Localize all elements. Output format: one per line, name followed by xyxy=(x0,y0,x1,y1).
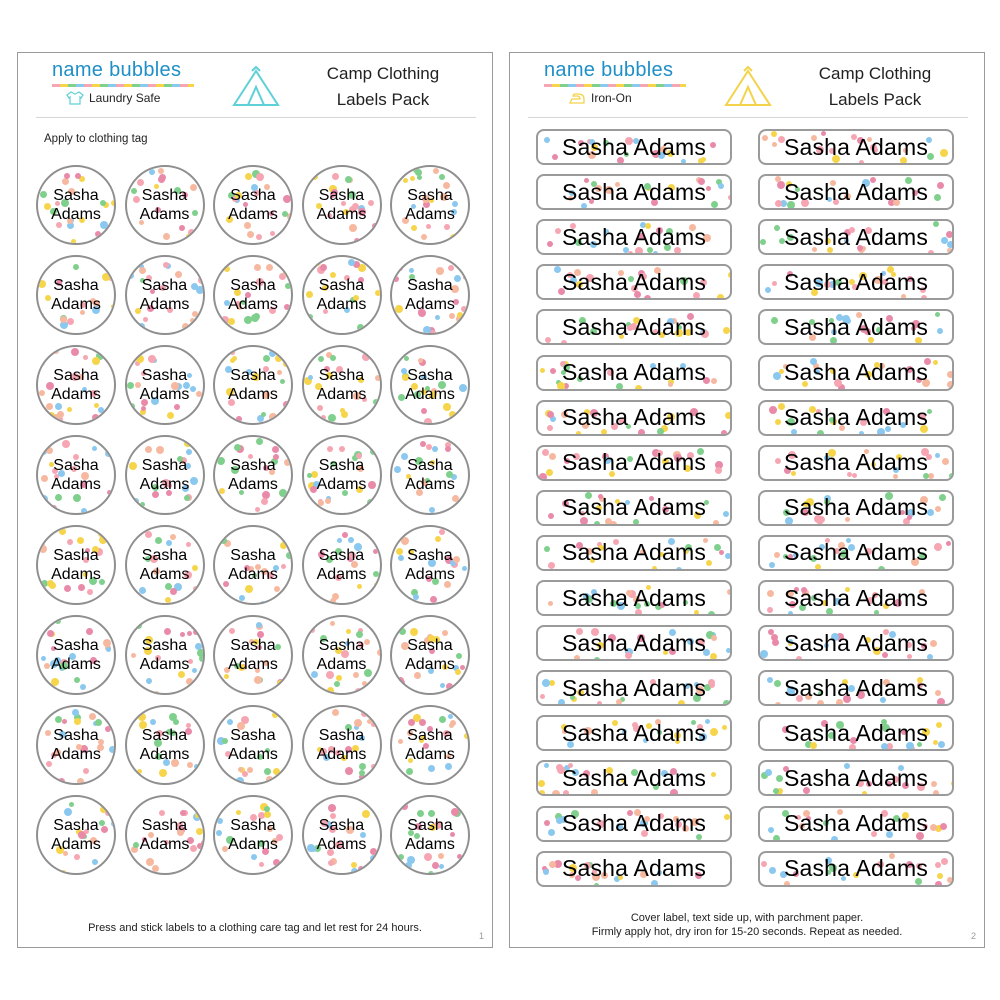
label-name-line: Sasha xyxy=(230,187,276,204)
circle-name-label xyxy=(213,705,293,785)
label-name-text: Sasha Adams xyxy=(783,855,929,882)
label-name-line: Sasha xyxy=(318,367,365,384)
label-name-text: Sasha Adams xyxy=(561,223,707,250)
label-name-text: Sasha Adams xyxy=(783,133,929,160)
label-name-text xyxy=(127,257,203,333)
label-name-text: Sasha Adams xyxy=(783,268,929,295)
circle-name-label xyxy=(390,345,470,425)
label-name-text xyxy=(392,437,468,513)
rect-name-label xyxy=(536,851,732,887)
title-line-1: Camp Clothing xyxy=(326,64,440,83)
label-name-text xyxy=(304,257,380,333)
label-name-line: Sasha xyxy=(53,547,99,564)
subtitle xyxy=(66,91,160,105)
label-name-line: Sasha xyxy=(53,187,99,204)
brand-underline xyxy=(544,84,686,87)
label-name-line: Adams xyxy=(405,566,455,583)
label-name-line: Adams xyxy=(228,206,278,223)
sheet-title xyxy=(288,61,478,113)
label-name-line: Sasha xyxy=(407,277,453,294)
label-name-text: Sasha Adams xyxy=(561,629,707,656)
label-name-line: Sasha xyxy=(53,367,99,384)
circle-name-label xyxy=(125,255,205,335)
rect-name-label xyxy=(536,535,732,571)
label-name-line: Adams xyxy=(51,476,101,493)
label-name-line: Adams xyxy=(405,836,455,853)
rect-name-label xyxy=(758,715,954,751)
subtitle-text: Laundry Safe xyxy=(89,91,161,105)
label-name-text xyxy=(304,167,380,243)
circle-name-label xyxy=(36,345,116,425)
label-name-text: Sasha Adams xyxy=(561,539,707,566)
label-name-line: Adams xyxy=(405,476,455,493)
label-name-text xyxy=(304,527,380,603)
label-name-line: Adams xyxy=(316,386,367,403)
label-name-line: Sasha xyxy=(230,727,276,744)
label-name-text xyxy=(127,437,203,513)
brand-logo: name bubbles xyxy=(544,59,674,81)
label-name-line: Sasha xyxy=(407,457,453,474)
label-name-line: Sasha xyxy=(141,727,188,744)
rect-name-label xyxy=(536,625,732,661)
label-name-text xyxy=(392,167,468,243)
label-name-text xyxy=(38,347,114,423)
label-name-line: Sasha xyxy=(407,547,453,564)
label-name-text xyxy=(304,797,380,873)
label-name-text: Sasha Adams xyxy=(783,178,929,205)
subtitle xyxy=(568,91,632,105)
title-line-2: Labels Pack xyxy=(336,90,430,109)
circle-name-label xyxy=(302,255,382,335)
title-line-2: Labels Pack xyxy=(828,90,922,109)
label-name-text xyxy=(127,527,203,603)
rect-name-label xyxy=(536,445,732,481)
label-name-text: Sasha Adams xyxy=(561,313,707,340)
footer-line-2: Firmly apply hot, dry iron for 15-20 seconds. Repeat as needed. xyxy=(591,926,903,938)
rect-name-label xyxy=(536,580,732,616)
label-name-line: Sasha xyxy=(53,727,99,744)
label-name-text: Sasha Adams xyxy=(561,719,707,746)
circle-name-label xyxy=(125,525,205,605)
label-name-text xyxy=(392,707,468,783)
label-name-line: Sasha xyxy=(141,547,188,564)
label-name-line: Sasha xyxy=(318,637,365,654)
rect-name-label xyxy=(536,219,732,255)
circle-name-label xyxy=(213,435,293,515)
label-name-line: Adams xyxy=(51,746,101,763)
label-name-text: Sasha Adams xyxy=(561,494,707,521)
rect-name-label xyxy=(536,400,732,436)
label-name-text: Sasha Adams xyxy=(783,449,929,476)
circle-name-label xyxy=(125,435,205,515)
label-name-line: Sasha xyxy=(141,637,188,654)
circle-name-label xyxy=(390,705,470,785)
label-name-line: Sasha xyxy=(230,457,276,474)
label-name-text: Sasha Adams xyxy=(783,810,929,836)
label-name-line: Adams xyxy=(139,206,190,223)
circle-name-label xyxy=(390,615,470,695)
circle-name-label xyxy=(302,705,382,785)
label-name-text: Sasha Adams xyxy=(783,359,929,385)
label-name-line: Sasha xyxy=(318,547,365,564)
label-name-line: Sasha xyxy=(318,187,365,204)
label-name-text: Sasha Adams xyxy=(783,313,929,340)
label-name-text xyxy=(215,527,291,603)
rect-name-label xyxy=(758,129,954,165)
label-name-text: Sasha Adams xyxy=(561,449,707,476)
label-name-line: Sasha xyxy=(407,817,453,834)
rect-name-label xyxy=(536,806,732,842)
tent-icon xyxy=(722,65,774,107)
label-name-line: Adams xyxy=(139,836,190,853)
circle-name-label xyxy=(302,165,382,245)
label-name-line: Adams xyxy=(228,836,278,853)
rect-name-label xyxy=(536,715,732,751)
label-name-line: Adams xyxy=(316,836,367,853)
circle-name-label xyxy=(125,795,205,875)
header-divider xyxy=(36,117,476,118)
label-name-line: Sasha xyxy=(318,817,365,834)
label-name-text: Sasha Adams xyxy=(561,764,707,791)
label-name-text: Sasha Adams xyxy=(561,268,707,295)
label-name-line: Sasha xyxy=(318,277,365,294)
rect-name-label xyxy=(536,174,732,210)
label-name-line: Sasha xyxy=(407,727,453,744)
label-name-text xyxy=(38,437,114,513)
label-name-text xyxy=(38,167,114,243)
label-name-text: Sasha Adams xyxy=(561,178,707,205)
circle-name-label xyxy=(36,795,116,875)
label-name-line: Adams xyxy=(51,206,101,223)
label-name-line: Sasha xyxy=(407,187,453,204)
label-name-text xyxy=(38,527,114,603)
rect-name-label xyxy=(758,535,954,571)
label-name-text xyxy=(38,707,114,783)
brand-logo: name bubbles xyxy=(52,59,182,81)
label-name-line: Sasha xyxy=(53,277,99,294)
label-name-text xyxy=(127,167,203,243)
rect-name-label xyxy=(758,580,954,616)
circle-name-label xyxy=(390,255,470,335)
label-name-text xyxy=(38,797,114,873)
label-name-line: Sasha xyxy=(141,817,188,834)
tent-icon xyxy=(230,65,282,107)
label-name-line: Adams xyxy=(51,656,101,673)
circle-name-label xyxy=(213,345,293,425)
circle-name-label xyxy=(36,705,116,785)
label-name-text: Sasha Adams xyxy=(783,674,929,701)
label-name-text: Sasha Adams xyxy=(783,719,929,746)
label-name-line: Sasha xyxy=(318,457,365,474)
label-name-text: Sasha Adams xyxy=(783,223,929,250)
label-name-text: Sasha Adams xyxy=(783,764,929,791)
rect-name-label xyxy=(536,670,732,706)
label-name-line: Sasha xyxy=(141,187,188,204)
shirt-icon xyxy=(66,91,84,105)
label-name-line: Adams xyxy=(228,656,278,673)
circle-name-label xyxy=(36,525,116,605)
label-name-text xyxy=(392,617,468,693)
label-name-text xyxy=(392,527,468,603)
label-name-line: Adams xyxy=(405,746,455,763)
label-name-line: Sasha xyxy=(407,367,453,384)
label-name-line: Sasha xyxy=(230,547,276,564)
label-name-line: Adams xyxy=(316,566,367,583)
rect-name-label xyxy=(536,760,732,796)
rect-name-label xyxy=(758,806,954,842)
label-name-line: Sasha xyxy=(230,367,276,384)
label-name-line: Adams xyxy=(228,296,278,313)
label-name-text xyxy=(127,707,203,783)
label-name-text xyxy=(304,347,380,423)
label-name-line: Adams xyxy=(405,296,455,313)
laundry-safe-label-sheet xyxy=(17,52,493,948)
rect-name-label xyxy=(758,760,954,796)
label-name-text: Sasha Adams xyxy=(783,629,929,656)
footer-line-1: Cover label, text side up, with parchment paper. xyxy=(630,912,864,924)
brand-underline xyxy=(52,84,194,87)
label-name-line: Sasha xyxy=(141,457,188,474)
circle-name-label xyxy=(213,795,293,875)
rect-name-label xyxy=(536,264,732,300)
label-name-text: Sasha Adams xyxy=(561,404,707,431)
circle-name-label xyxy=(213,165,293,245)
label-name-text: Sasha Adams xyxy=(561,674,707,701)
label-name-line: Adams xyxy=(228,476,278,493)
label-name-text xyxy=(127,617,203,693)
label-name-line: Sasha xyxy=(141,277,188,294)
sheet-title xyxy=(780,61,970,113)
label-name-text xyxy=(215,437,291,513)
rect-name-label xyxy=(758,625,954,661)
page-number: 1 xyxy=(478,931,484,941)
subtitle-text: Iron-On xyxy=(591,91,632,105)
label-name-line: Adams xyxy=(405,386,455,403)
label-name-line: Sasha xyxy=(230,817,276,834)
label-name-text xyxy=(215,167,291,243)
sheet2-footer-instruction xyxy=(510,911,984,939)
circle-name-label xyxy=(125,615,205,695)
circle-name-label xyxy=(302,525,382,605)
label-name-text xyxy=(215,707,291,783)
header-divider xyxy=(528,117,968,118)
iron-on-label-sheet xyxy=(509,52,985,948)
label-name-text: Sasha Adams xyxy=(783,584,929,611)
rect-name-label xyxy=(758,264,954,300)
label-name-line: Adams xyxy=(139,476,190,493)
rect-name-label xyxy=(758,851,954,887)
label-name-text: Sasha Adams xyxy=(561,810,707,836)
circle-name-label xyxy=(36,165,116,245)
label-name-line: Adams xyxy=(139,296,190,313)
rect-name-label xyxy=(536,490,732,526)
label-name-line: Sasha xyxy=(407,637,453,654)
circle-name-label xyxy=(125,705,205,785)
rect-name-label xyxy=(758,355,954,391)
label-name-text: Sasha Adams xyxy=(561,584,707,611)
label-name-line: Adams xyxy=(139,566,190,583)
circle-name-label xyxy=(390,525,470,605)
label-name-text xyxy=(392,347,468,423)
label-name-text xyxy=(127,347,203,423)
label-name-line: Adams xyxy=(51,296,101,313)
label-name-text: Sasha Adams xyxy=(561,855,707,882)
label-name-line: Adams xyxy=(316,656,367,673)
circle-name-label xyxy=(390,435,470,515)
label-name-line: Adams xyxy=(51,836,101,853)
sheet1-footer-instruction: Press and stick labels to a clothing care tag and let rest for 24 hours. xyxy=(88,922,422,934)
circle-name-label xyxy=(125,345,205,425)
label-name-line: Adams xyxy=(228,566,278,583)
rect-name-label xyxy=(536,355,732,391)
circle-name-label xyxy=(390,165,470,245)
label-name-line: Sasha xyxy=(230,637,276,654)
rect-name-label xyxy=(758,400,954,436)
circle-name-label xyxy=(213,255,293,335)
apply-instruction: Apply to clothing tag xyxy=(44,133,148,145)
label-name-text: Sasha Adams xyxy=(783,539,929,566)
label-name-line: Adams xyxy=(405,206,455,223)
rect-name-label xyxy=(758,670,954,706)
label-name-text xyxy=(392,797,468,873)
label-name-text: Sasha Adams xyxy=(561,133,707,160)
circle-name-label xyxy=(390,795,470,875)
label-name-line: Sasha xyxy=(318,727,365,744)
label-name-text: Sasha Adams xyxy=(783,404,929,431)
circle-name-label xyxy=(302,615,382,695)
rect-name-label xyxy=(758,445,954,481)
rect-name-label xyxy=(758,490,954,526)
label-name-text: Sasha Adams xyxy=(783,494,929,521)
label-name-line: Adams xyxy=(139,386,190,403)
label-name-text xyxy=(304,437,380,513)
label-name-text xyxy=(127,797,203,873)
label-name-line: Adams xyxy=(316,746,367,763)
label-name-text xyxy=(392,257,468,333)
label-name-text xyxy=(215,797,291,873)
circle-name-label xyxy=(36,615,116,695)
circle-name-label xyxy=(213,615,293,695)
label-name-line: Sasha xyxy=(53,817,99,834)
page-number: 2 xyxy=(970,931,976,941)
label-name-line: Adams xyxy=(139,656,190,673)
rect-name-label xyxy=(536,129,732,165)
circle-name-label xyxy=(213,525,293,605)
label-name-text xyxy=(215,617,291,693)
rect-name-label xyxy=(758,174,954,210)
label-name-text xyxy=(38,257,114,333)
label-name-line: Sasha xyxy=(53,637,99,654)
label-name-text xyxy=(215,257,291,333)
label-name-line: Adams xyxy=(316,206,367,223)
label-name-line: Adams xyxy=(316,296,367,313)
iron-icon xyxy=(568,91,586,105)
label-name-line: Sasha xyxy=(53,457,99,474)
label-name-text xyxy=(215,347,291,423)
circle-name-label xyxy=(302,795,382,875)
rect-name-label xyxy=(758,309,954,345)
circle-name-label xyxy=(36,435,116,515)
label-name-line: Sasha xyxy=(230,277,276,294)
rect-name-label xyxy=(536,309,732,345)
rect-name-label xyxy=(758,219,954,255)
label-name-line: Adams xyxy=(51,566,101,583)
circle-name-label xyxy=(125,165,205,245)
label-name-line: Adams xyxy=(405,656,455,673)
label-name-line: Adams xyxy=(228,746,278,763)
label-name-text xyxy=(38,617,114,693)
label-name-line: Adams xyxy=(228,386,278,403)
circle-name-label xyxy=(36,255,116,335)
label-name-text xyxy=(304,617,380,693)
title-line-1: Camp Clothing xyxy=(818,64,932,83)
circle-name-label xyxy=(302,435,382,515)
label-name-text xyxy=(304,707,380,783)
label-name-line: Adams xyxy=(139,746,190,763)
label-name-line: Sasha xyxy=(141,367,188,384)
label-name-line: Adams xyxy=(316,476,367,493)
label-name-text: Sasha Adams xyxy=(561,359,707,385)
label-name-line: Adams xyxy=(51,386,101,403)
circle-name-label xyxy=(302,345,382,425)
